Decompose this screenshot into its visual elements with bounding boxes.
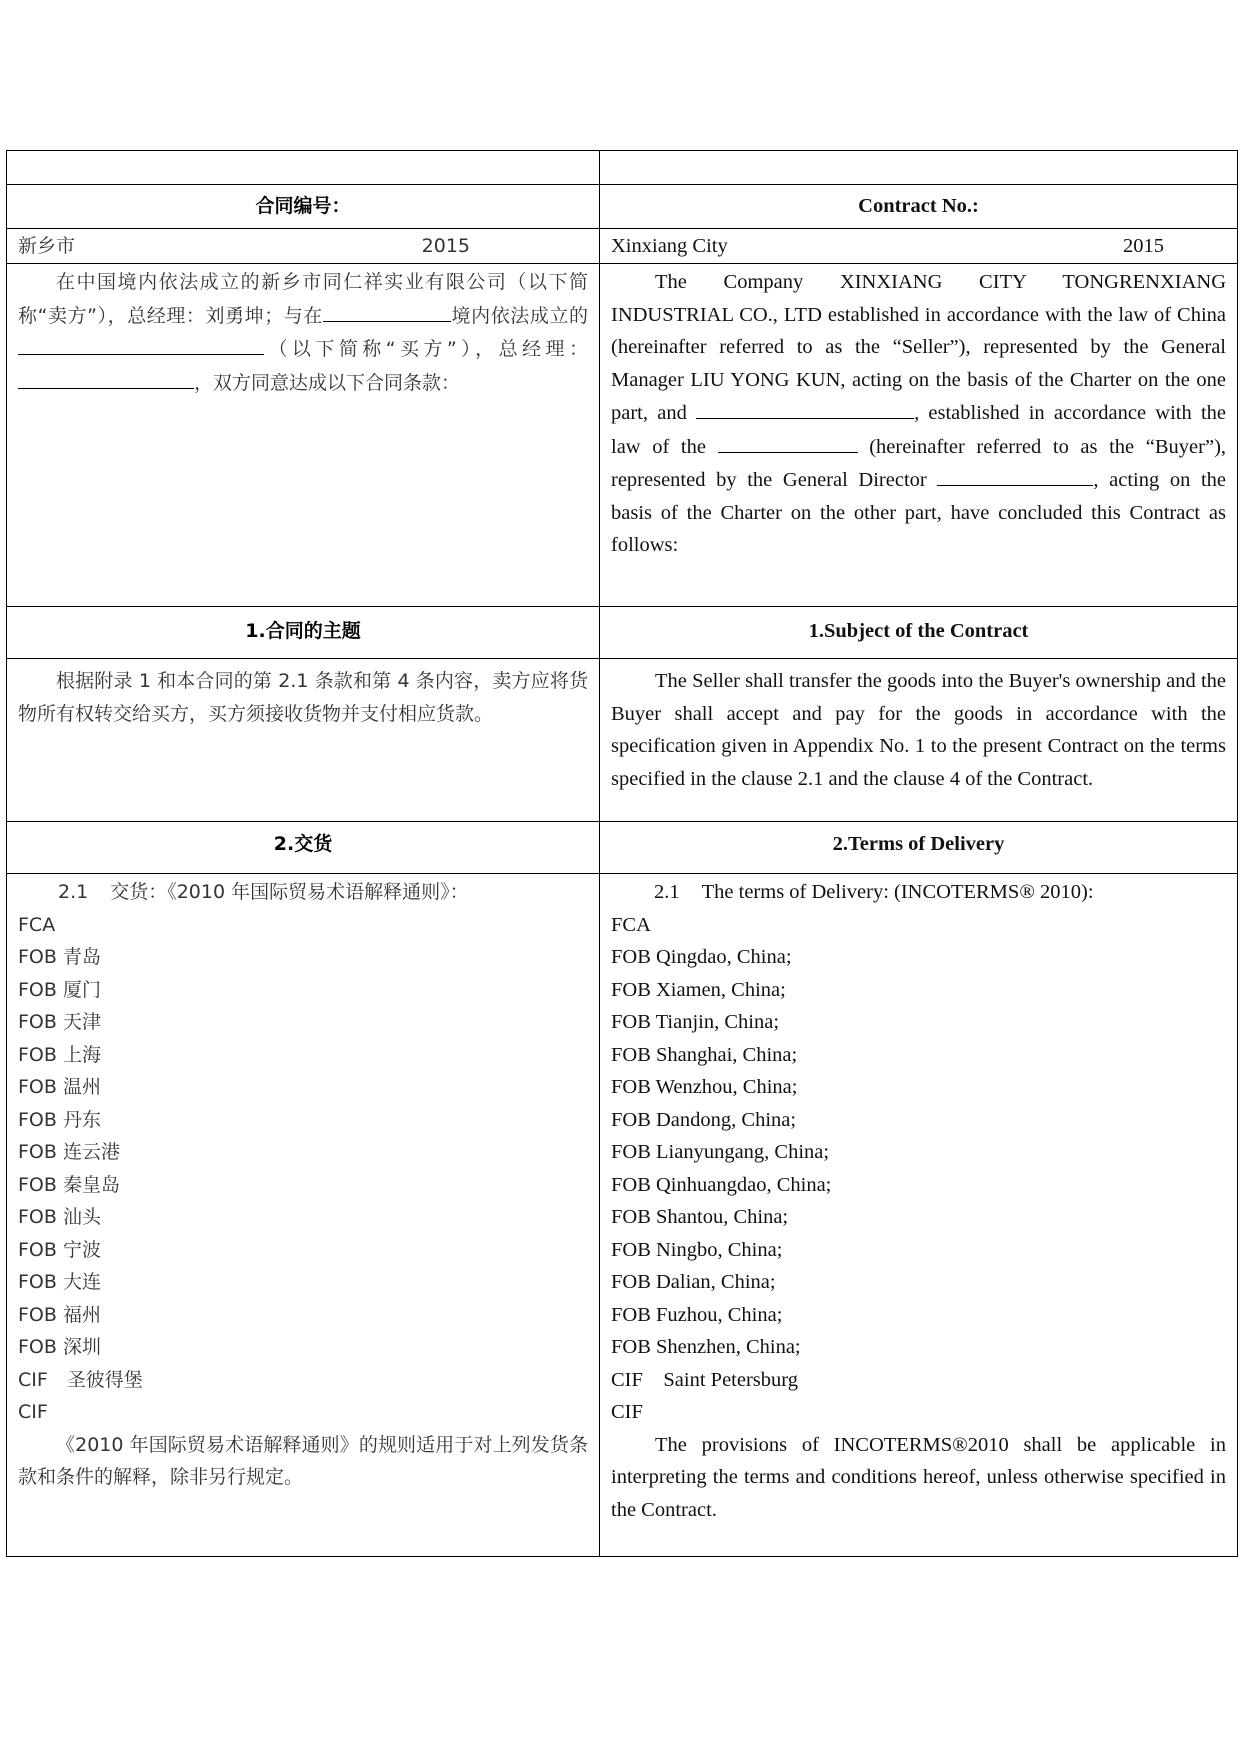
section1-body-cell-zh xyxy=(7,659,600,822)
delivery-term-zh: FOB 天津 xyxy=(18,1011,101,1033)
section2-body-cell-en xyxy=(600,874,1238,1557)
blank-buyer-manager-zh[interactable] xyxy=(18,366,194,389)
delivery-term-en: FOB Qingdao, China; xyxy=(611,946,792,968)
delivery-term-zh: FOB 福州 xyxy=(18,1303,101,1326)
city-cell-en xyxy=(600,229,1238,264)
section2-body-row xyxy=(7,874,1238,1557)
parties-row xyxy=(7,264,1238,607)
section1-heading-zh: 1.合同的主题 xyxy=(7,607,600,659)
delivery-term-en: FOB Fuzhou, China; xyxy=(611,1303,783,1326)
contract-number-label-en: Contract No.: xyxy=(600,185,1238,229)
year-zh: 2015 xyxy=(421,234,470,257)
delivery-term-zh: FOB 宁波 xyxy=(18,1238,101,1261)
clause-2-1-en xyxy=(611,876,1226,909)
parties-zh-part1: 在中国境内依法成立的新乡市同仁祥实业有限公司（以下简称“卖方”），总经理：刘勇坤；与在 xyxy=(18,271,588,327)
blank-buyer-name-zh[interactable] xyxy=(18,332,264,355)
section1-heading-row xyxy=(7,607,1238,659)
delivery-term-en: FOB Lianyungang, China; xyxy=(611,1141,830,1163)
delivery-term-zh: FOB 厦门 xyxy=(18,978,101,1001)
contract-number-label-zh: 合同编号： xyxy=(7,185,600,229)
parties-zh-part3: （以下简称“买方”），总经理： xyxy=(264,338,588,360)
section1-body-cell-en xyxy=(600,659,1238,822)
parties-cell-zh xyxy=(7,264,600,607)
section2-heading-en: 2.Terms of Delivery xyxy=(600,822,1238,874)
delivery-term-en: CIF xyxy=(611,1401,643,1423)
delivery-term-zh: CIF 圣彼得堡 xyxy=(18,1368,143,1391)
city-date-row xyxy=(7,229,1238,264)
parties-cell-en xyxy=(600,264,1238,607)
delivery-term-en: FOB Ningbo, China; xyxy=(611,1238,783,1261)
delivery-term-zh: FOB 连云港 xyxy=(18,1141,120,1163)
parties-en-part2: , established in accordance with the law of the xyxy=(611,402,1226,458)
delivery-term-zh: FOB 深圳 xyxy=(18,1336,101,1358)
parties-zh-part4: ，双方同意达成以下合同条款： xyxy=(194,371,461,394)
empty-top-row xyxy=(7,151,1238,185)
clause-text-en: The terms of Delivery: (INCOTERMS® 2010): xyxy=(701,881,1094,903)
delivery-term-en: FOB Tianjin, China; xyxy=(611,1011,780,1033)
delivery-term-zh: FOB 秦皇岛 xyxy=(18,1173,120,1196)
delivery-term-en: FCA xyxy=(611,913,651,936)
delivery-term-en: CIF Saint Petersburg xyxy=(611,1368,798,1391)
section1-heading-en: 1.Subject of the Contract xyxy=(600,607,1238,659)
delivery-term-zh: FOB 上海 xyxy=(18,1043,101,1066)
delivery-term-zh: CIF xyxy=(18,1401,48,1423)
contract-table xyxy=(6,150,1238,1557)
blank-buyer-name-en[interactable] xyxy=(696,396,914,419)
blank-buyer-country-zh[interactable] xyxy=(323,299,451,322)
delivery-term-en: FOB Shantou, China; xyxy=(611,1206,789,1228)
delivery-term-en: FOB Shenzhen, China; xyxy=(611,1336,801,1358)
blank-buyer-director-en[interactable] xyxy=(937,463,1093,486)
clause-number-en: 2.1 xyxy=(654,881,680,903)
parties-zh-part2: 境内依法成立的 xyxy=(450,304,588,327)
empty-cell-left xyxy=(7,151,600,185)
clause-2-1-zh xyxy=(18,876,588,909)
city-cell-zh xyxy=(7,229,600,264)
clause-text-zh: 交货：《2010 年国际贸易术语解释通则》： xyxy=(110,881,469,903)
delivery-term-en: FOB Dandong, China; xyxy=(611,1108,797,1131)
delivery-term-zh: FCA xyxy=(18,913,56,936)
parties-en-part1: The Company XINXIANG CITY TONGRENXIANG INDUSTRIAL CO., LTD established in accordance with the law of China (hereinafter referred to as the “Seller”), represented by the General Manager LIU YONG KUN, acting on the basis of the Charter on the one part, and xyxy=(611,271,1226,424)
delivery-term-zh: FOB 汕头 xyxy=(18,1206,101,1228)
section1-body-en: The Seller shall transfer the goods into the Buyer's ownership and the Buyer shall accept and pay for the goods in accordance with the specification given in Appendix No. 1 to the present Contract on the terms specified in the clause 2.1 and the clause 4 of the Contract. xyxy=(611,670,1226,790)
delivery-term-en: FOB Shanghai, China; xyxy=(611,1043,798,1066)
section2-heading-row xyxy=(7,822,1238,874)
delivery-terms-list-zh xyxy=(18,909,588,1429)
empty-cell-right xyxy=(600,151,1238,185)
section2-body-cell-zh xyxy=(7,874,600,1557)
closing-paragraph-zh: 《2010 年国际贸易术语解释通则》的规则适用于对上列发货条款和条件的解释，除非另行规定。 xyxy=(18,1433,588,1488)
parties-en-part4: , acting on the basis of the Charter on the other part, have concluded this Contract as follows: xyxy=(611,469,1227,556)
parties-paragraph-en xyxy=(611,266,1226,562)
year-en: 2015 xyxy=(1123,234,1164,257)
section1-body-zh: 根据附录 1 和本合同的第 2.1 条款和第 4 条内容，卖方应将货物所有权转交给买方，买方须接收货物并支付相应货款。 xyxy=(18,670,588,725)
delivery-term-en: FOB Xiamen, China; xyxy=(611,978,786,1001)
contract-number-row xyxy=(7,185,1238,229)
delivery-term-zh: FOB 丹东 xyxy=(18,1108,101,1131)
parties-paragraph-zh xyxy=(18,266,588,399)
section2-heading-zh: 2.交货 xyxy=(7,822,600,874)
blank-buyer-country-en[interactable] xyxy=(718,430,858,453)
delivery-term-zh: FOB 大连 xyxy=(18,1271,101,1293)
parties-en-part3: (hereinafter referred to as the “Buyer”), represented by the General Director xyxy=(611,435,1227,491)
delivery-term-zh: FOB 温州 xyxy=(18,1076,101,1098)
city-name-en: Xinxiang City xyxy=(611,234,728,257)
delivery-term-en: FOB Qinhuangdao, China; xyxy=(611,1173,832,1196)
delivery-term-en: FOB Wenzhou, China; xyxy=(611,1076,798,1098)
city-name-zh: 新乡市 xyxy=(18,234,76,257)
delivery-terms-list-en xyxy=(611,909,1226,1429)
clause-number-zh: 2.1 xyxy=(58,881,89,903)
closing-paragraph-en: The provisions of INCOTERMS®2010 shall be applicable in interpreting the terms and conditions hereof, unless otherwise specified in the Contract. xyxy=(611,1433,1226,1521)
delivery-term-en: FOB Dalian, China; xyxy=(611,1271,776,1293)
section1-body-row xyxy=(7,659,1238,822)
delivery-term-zh: FOB 青岛 xyxy=(18,946,101,968)
